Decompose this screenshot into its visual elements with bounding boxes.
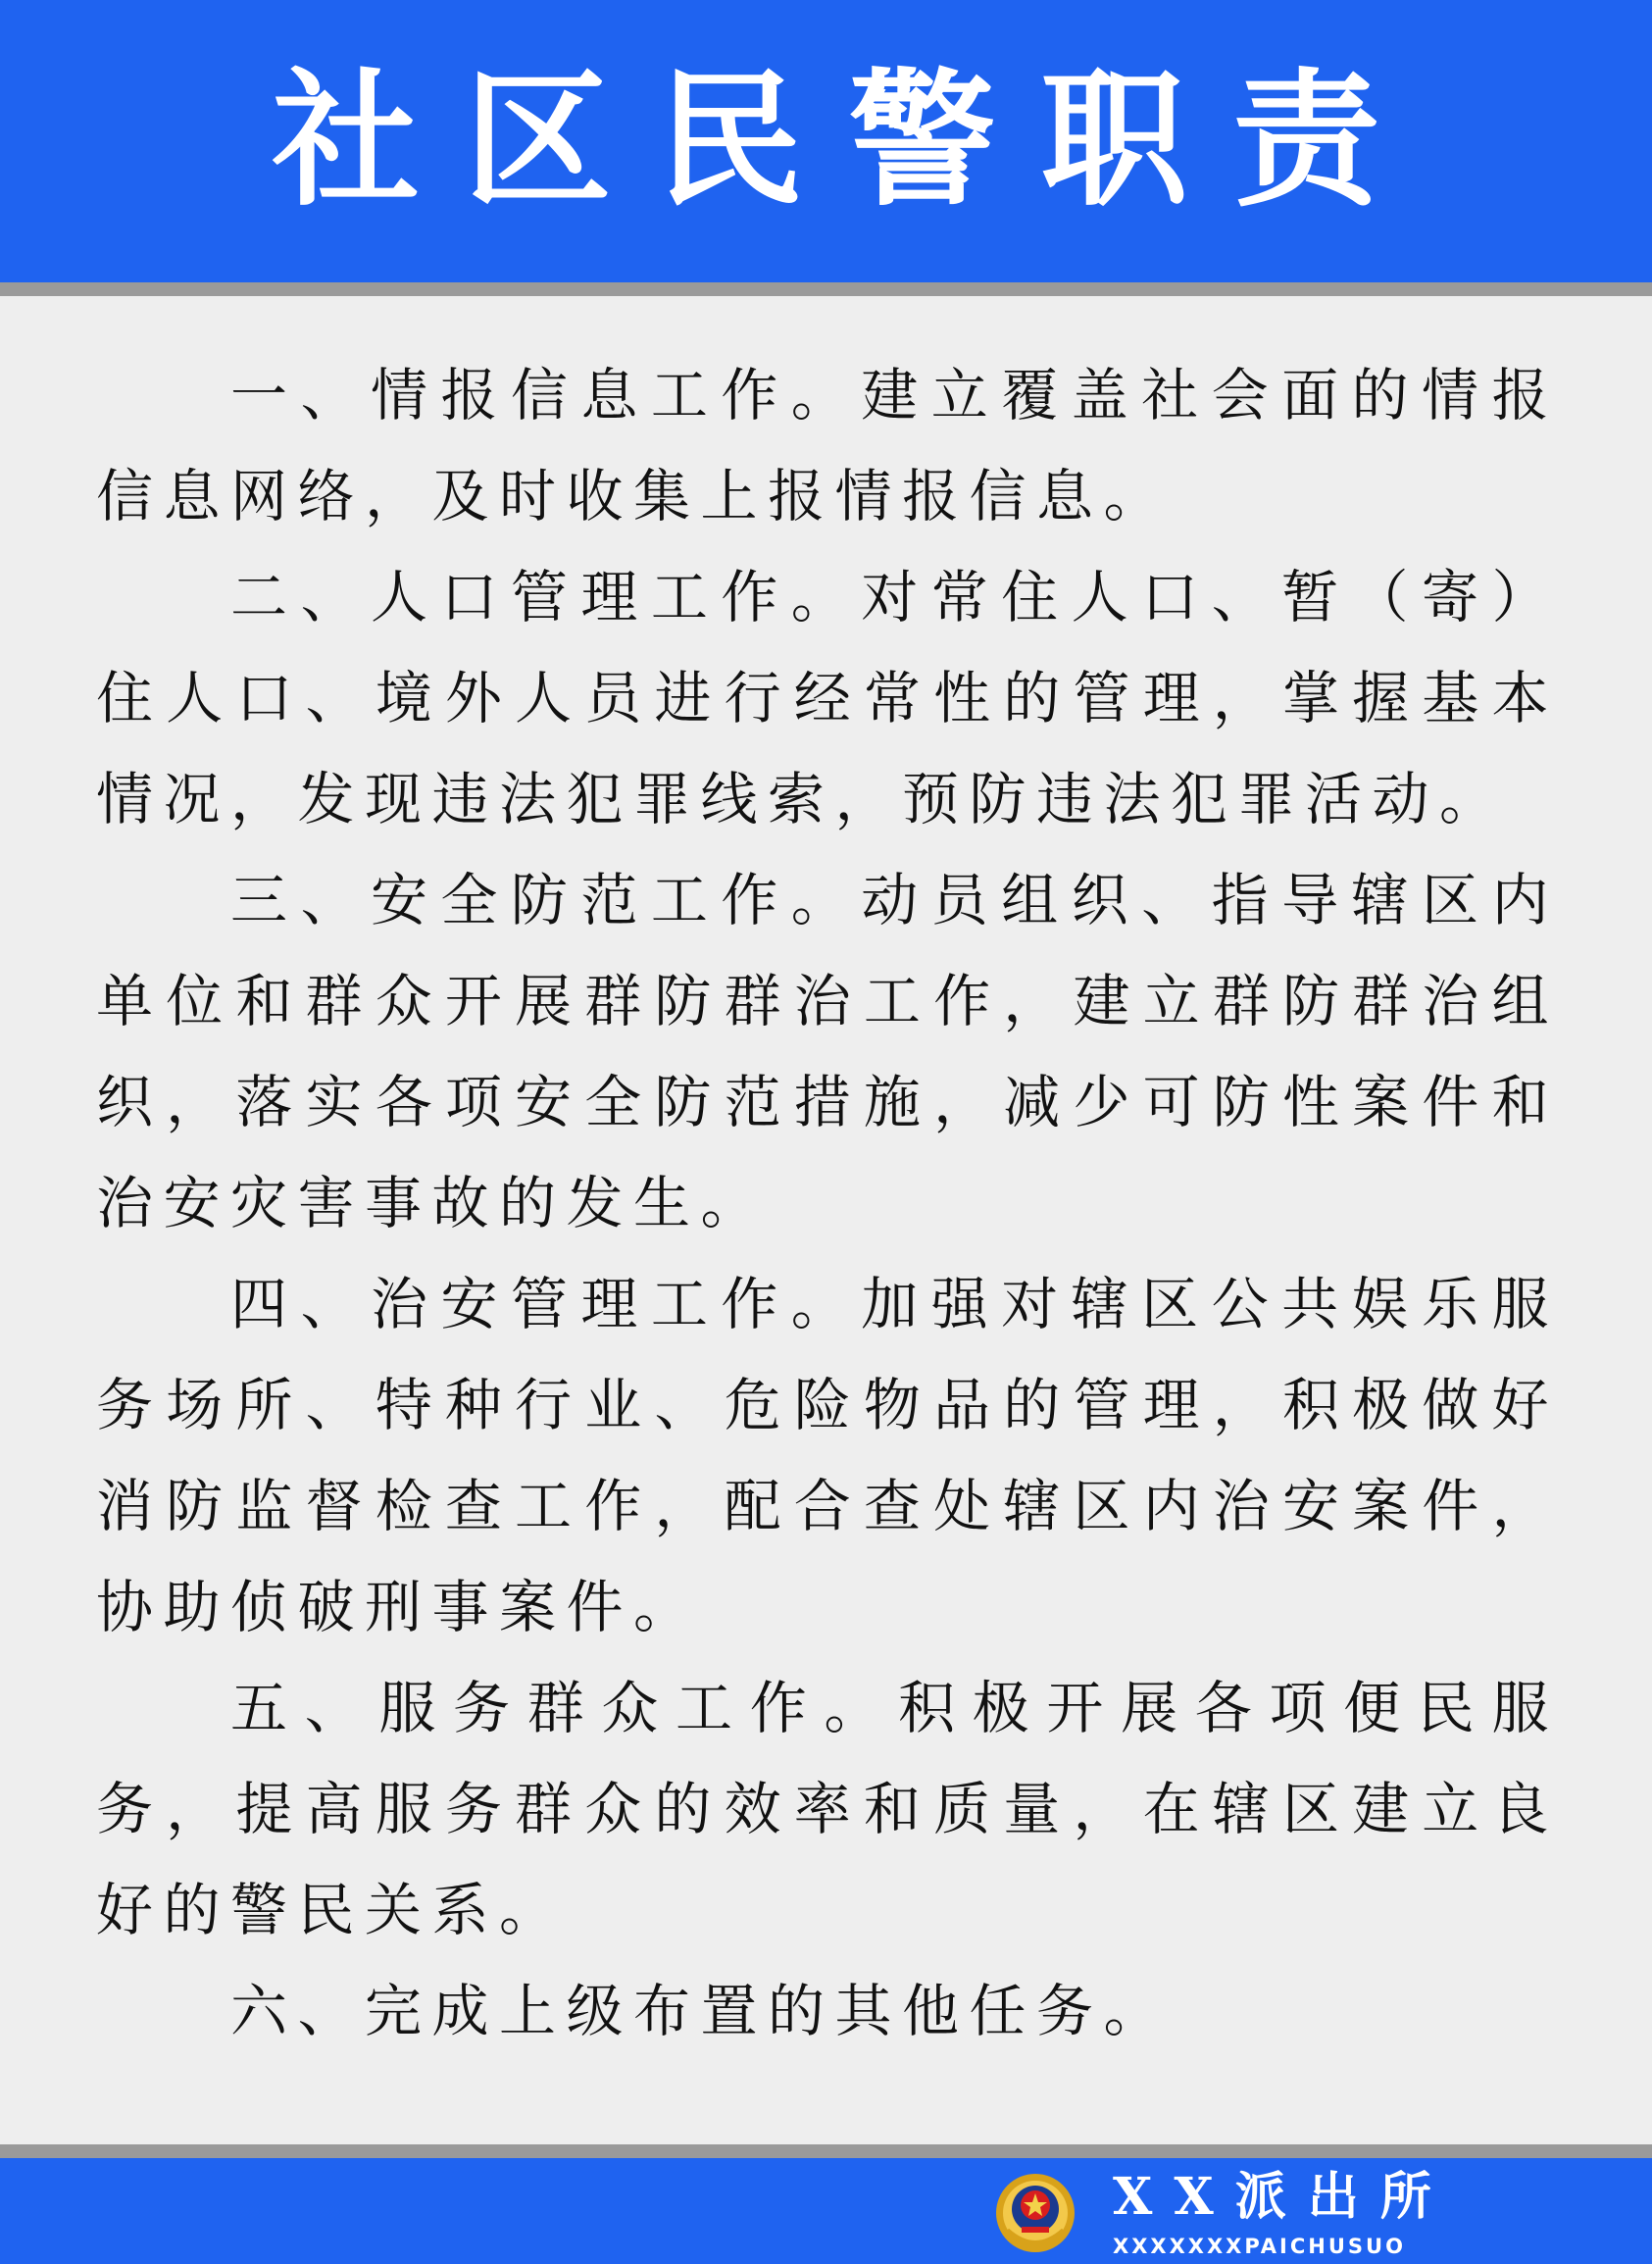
org-pinyin: XXXXXXXPAICHUSUO bbox=[1113, 2235, 1406, 2258]
bottom-divider bbox=[0, 2144, 1652, 2158]
footer-banner bbox=[0, 2158, 1652, 2264]
top-divider bbox=[0, 282, 1652, 296]
duty-item: 一、情报信息工作。建立覆盖社会面的情报信息网络，及时收集上报情报信息。 bbox=[96, 362, 1559, 529]
duty-item: 三、安全防范工作。动员组织、指导辖区内单位和群众开展群防群治工作，建立群防群治组织，落实各项安全防范措施，减少可防性案件和治安灾害事故的发生。 bbox=[96, 867, 1559, 1236]
page-title: 社区民警职责 bbox=[272, 56, 1426, 226]
police-emblem-icon bbox=[993, 2170, 1077, 2256]
duty-item: 四、治安管理工作。加强对辖区公共娱乐服务场所、特种行业、危险物品的管理，积极做好消防监督检查工作，配合查处辖区内治安案件，协助侦破刑事案件。 bbox=[96, 1271, 1559, 1640]
org-name: XX派出所 bbox=[1113, 2167, 1453, 2227]
duty-item: 二、人口管理工作。对常住人口、暂（寄）住人口、境外人员进行经常性的管理，掌握基本情况，发现违法犯罪线索，预防违法犯罪活动。 bbox=[96, 564, 1559, 832]
duty-item: 五、服务群众工作。积极开展各项便民服务，提高服务群众的效率和质量，在辖区建立良好的警民关系。 bbox=[96, 1675, 1559, 1943]
duty-item: 六、完成上级布置的其他任务。 bbox=[230, 1978, 1172, 2044]
header-banner bbox=[0, 0, 1652, 282]
duty-list bbox=[96, 345, 1559, 2062]
